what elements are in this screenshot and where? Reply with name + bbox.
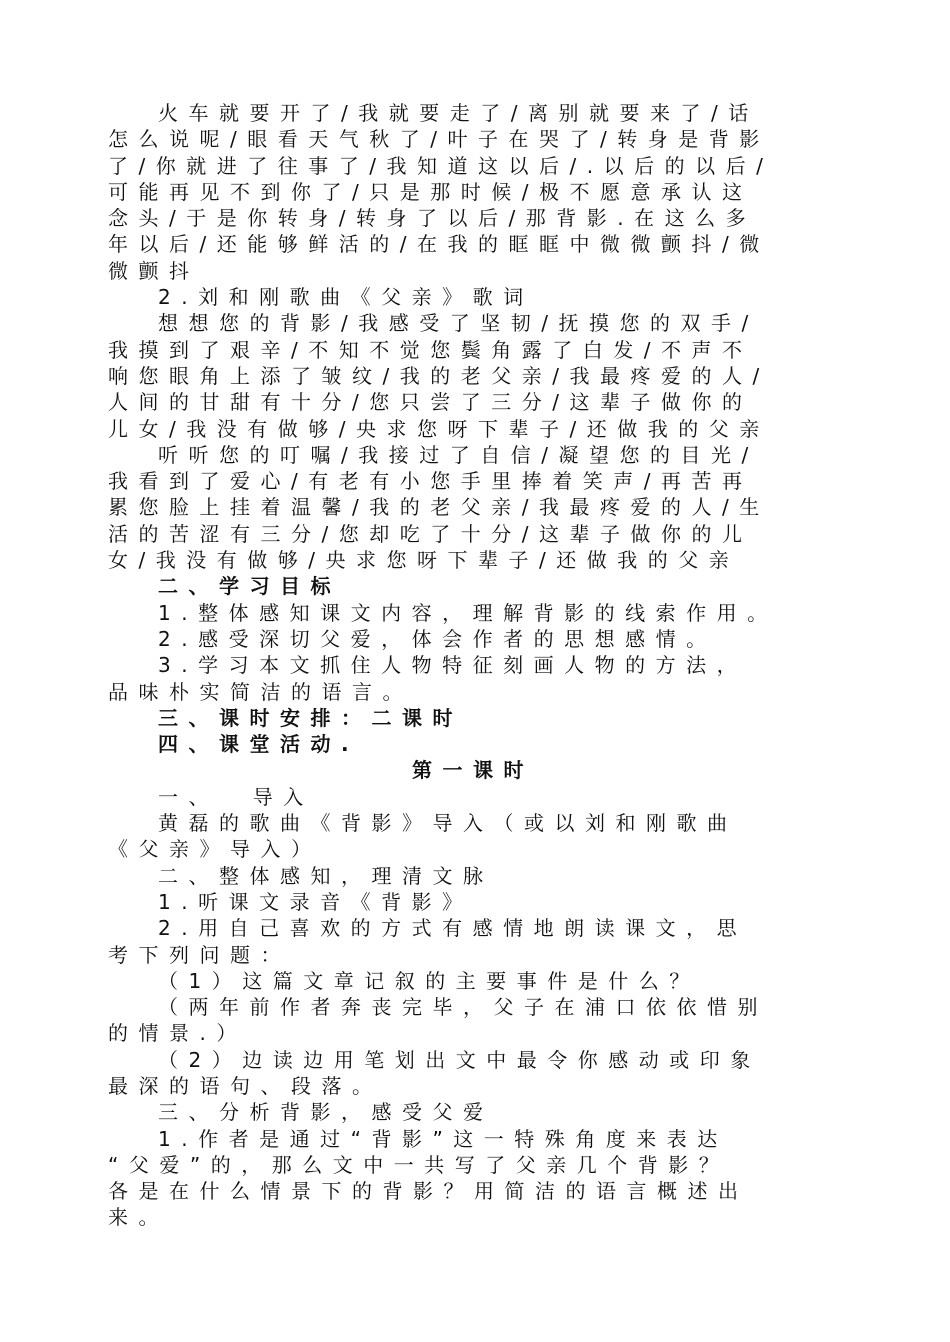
poem-line: 了/你就进了往事了/我知道这以后/.以后的以后/: [108, 153, 774, 178]
poem-line: 微颤抖: [108, 258, 200, 283]
body-line: 来。: [108, 1205, 169, 1230]
lyrics-line: 活的苦涩有三分/您却吃了十分/这辈子做你的儿: [108, 521, 753, 546]
question-item: （2）边读边用笔划出文中最令你感动或印象: [158, 1047, 761, 1072]
body-line: 考下列问题：: [108, 942, 291, 967]
lyrics-line: 女/我没有做够/央求您呀下辈子/还做我的父亲: [108, 548, 740, 573]
lyrics-line: 听听您的叮嘱/我接过了自信/凝望您的目光/: [158, 442, 759, 467]
body-line: 《父亲》导入）: [108, 837, 322, 862]
song-heading: 2.刘和刚歌曲《父亲》歌词: [158, 285, 534, 310]
step-heading: 二、整体感知，理清文脉: [158, 863, 494, 888]
objective-item-continued: 品味朴实简洁的语言。: [108, 679, 413, 704]
lyrics-line: 想想您的背影/我感受了坚韧/抚摸您的双手/: [158, 311, 759, 336]
lyrics-line: 人间的甘甜有十分/您只尝了三分/这辈子做你的: [108, 390, 753, 415]
body-line: 2.用自己喜欢的方式有感情地朗读课文，思: [158, 916, 748, 941]
lyrics-line: 累您脸上挂着温馨/我的老父亲/我最疼爱的人/生: [108, 495, 770, 520]
objective-item: 3.学习本文抓住人物特征刻画人物的方法，: [158, 653, 748, 678]
lyrics-line: 响您眼角上添了皱纹/我的老父亲/我最疼爱的人/: [108, 363, 770, 388]
section-heading-activities: 四、课堂活动.: [158, 732, 360, 757]
poem-line: 年以后/还能够鲜活的/在我的眶眶中微微颤抖/微: [108, 232, 770, 257]
lyrics-line: 我看到了爱心/有老有小您手里捧着笑声/再苦再: [108, 469, 753, 494]
body-line: “父爱”的，那么文中一共写了父亲几个背影？: [108, 1152, 730, 1177]
poem-line: 念头/于是你转身/转身了以后/那背影.在这么多: [108, 206, 757, 231]
step-heading: 三、分析背影，感受父爱: [158, 1100, 494, 1125]
question-item-continued: 最深的语句、段落。: [108, 1073, 383, 1098]
body-line: 各是在什么情景下的背影？用简洁的语言概述出: [108, 1179, 749, 1204]
body-line: 1.听课文录音《背影》: [158, 889, 473, 914]
poem-line: 火车就要开了/我就要走了/离别就要来了/话: [158, 101, 759, 125]
body-line: 黄磊的歌曲《背影》导入（或以刘和刚歌曲: [158, 811, 738, 836]
answer-line: （两年前作者奔丧完毕，父子在浦口依依惜别: [158, 995, 768, 1020]
answer-line: 的情景.）: [108, 1021, 247, 1046]
question-item: （1）这篇文章记叙的主要事件是什么？: [158, 968, 700, 993]
lyrics-line: 我摸到了艰辛/不知不觉您鬓角露了白发/不声不: [108, 337, 753, 362]
objective-item: 2.感受深切父爱，体会作者的思想感情。: [158, 626, 717, 651]
step-heading: 一、 导入: [158, 784, 314, 809]
poem-line: 可能再见不到你了/只是那时候/极不愿意承认这: [108, 179, 753, 204]
section-heading-objectives: 二、学习目标: [158, 574, 341, 599]
poem-line: 怎么说呢/眼看天气秋了/叶子在哭了/转身是背影: [108, 127, 770, 152]
section-heading-schedule: 三、课时安排：二课时: [158, 705, 463, 730]
lyrics-line: 儿女/我没有做够/央求您呀下辈子/还做我的父亲: [108, 416, 770, 441]
objective-item: 1.整体感知课文内容，理解背影的线索作用。: [158, 600, 778, 625]
lesson-title: 第一课时: [412, 758, 534, 783]
body-line: 1.作者是通过“背影”这一特殊角度来表达: [158, 1126, 728, 1151]
